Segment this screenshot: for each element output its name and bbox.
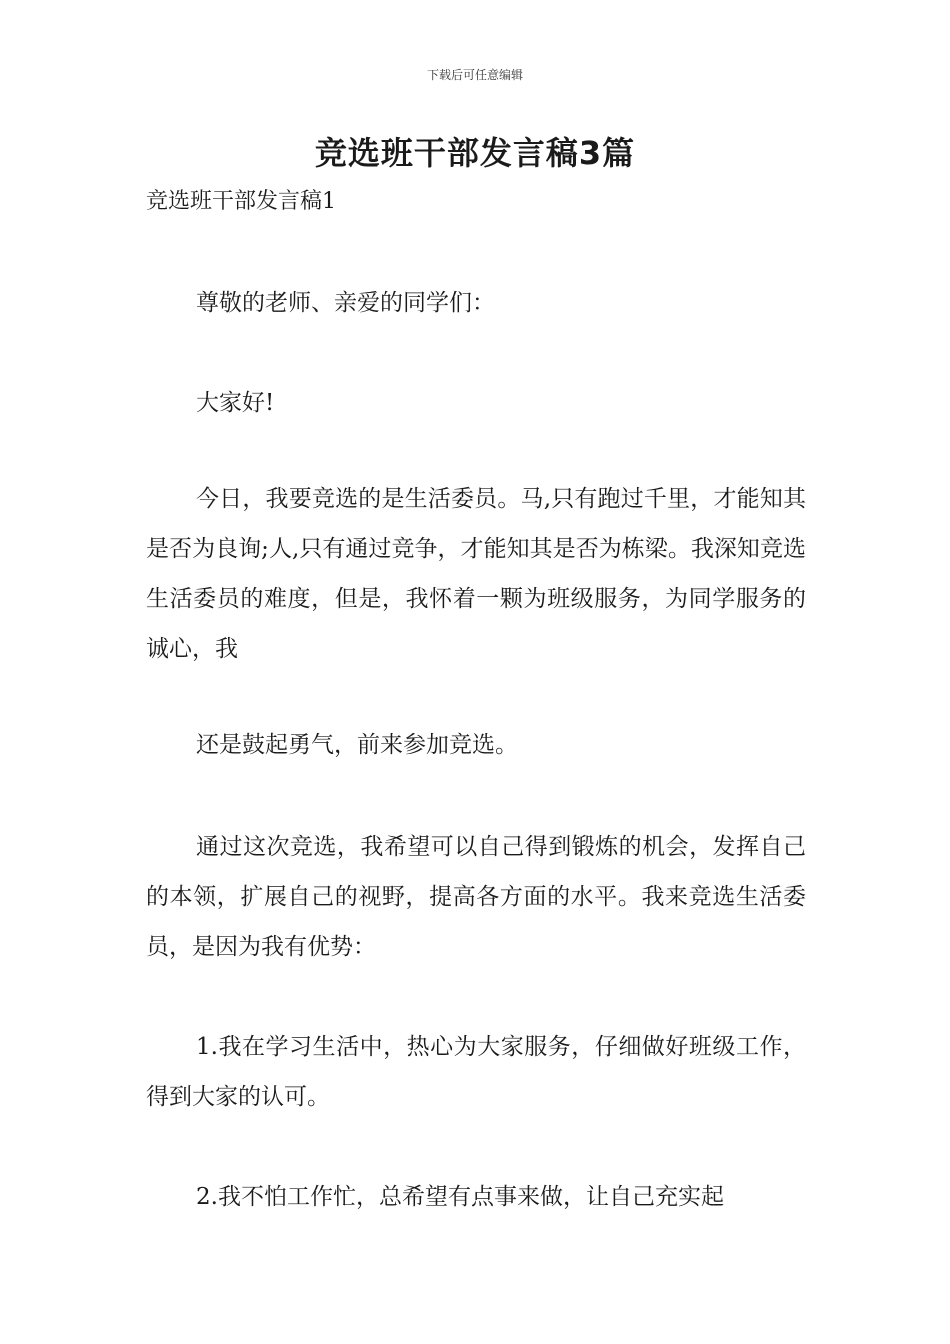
paragraph-courage: 还是鼓起勇气，前来参加竞选。 <box>196 732 518 758</box>
paragraph-advantage-1: 1.我在学习生活中，热心为大家服务，仔细做好班级工作，得到大家的认可。 <box>146 1034 806 1110</box>
document-title: 竞选班干部发言稿3篇 <box>314 134 636 172</box>
paragraph-greeting: 大家好! <box>196 390 275 416</box>
section-subtitle: 竞选班干部发言稿1 <box>146 189 336 214</box>
paragraph-goals: 通过这次竞选，我希望可以自己得到锻炼的机会，发挥自己的本领，扩展自己的视野，提高各方面的水平。我来竞选生活委员，是因为我有优势： <box>146 834 806 960</box>
paragraph-advantage-2: 2.我不怕工作忙，总希望有点事来做，让自己充实起 <box>196 1184 724 1210</box>
paragraph-introduction: 今日，我要竞选的是生活委员。马,只有跑过千里，才能知其是否为良询;人,只有通过竞争，才能知其是否为栋梁。我深知竞选生活委员的难度，但是，我怀着一颗为班级服务，为同学服务的诚心，我 <box>146 486 806 662</box>
paragraph-salutation: 尊敬的老师、亲爱的同学们： <box>196 290 495 316</box>
header-note: 下载后可任意编辑 <box>426 68 523 82</box>
